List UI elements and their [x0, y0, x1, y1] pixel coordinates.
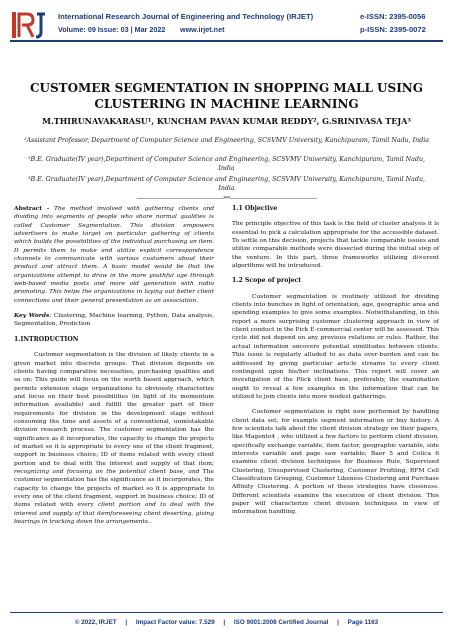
intro-italic-text: recognizing and focusing on the potential client base, and	[14, 468, 200, 475]
journal-name: International Research Journal of Engineering and Technology (IRJET)	[58, 12, 314, 21]
scope-heading: 1.2 Scope of project	[232, 277, 302, 285]
section-separator: ---------------------------------------------------------------------***---------------------------------------------------------------------	[136, 196, 317, 202]
intro-text: Customer segmentation is the division of likely clients in a given market into discrete groups. That division depends on clients having comparative necessities, purchasing qualities and so on; This guide will focus on the worth based approach, which permits extension stage organizations to obviously characterize and focus on their best possibilities (in light of its momentum information available) and fulfill the greater part of their requirements for division in the development stage without consuming the time and assets of a conventional, unmistakable division research process. The customer segmentation has the significance as it incorporates, the capacity to change the projects of market so it is appropriate to every one of the client fragment, support in business choice; ID of items related with every client portion and to deal with the interest and supply of that item;	[14, 352, 214, 467]
abstract-label: Abstract -	[14, 205, 50, 212]
objective-paragraph: The principle objective of this task is the field of cluster analysis it is essential to pick a calculation appropriate for the accessible dataset. To settle on this decision, projects that tackle comparable issues and utilize comparable methods were dissected during the initial step of the venture. In this part, three frameworks utilizing di×erent algorithms will be introduced.	[232, 221, 439, 270]
introduction-heading: 1.INTRODUCTION	[14, 335, 79, 343]
right-column	[232, 205, 439, 517]
abstract-paragraph	[14, 205, 214, 305]
paper-title: CUSTOMER SEGMENTATION IN SHOPPING MALL USING CLUSTERING IN MACHINE LEARNING	[29, 81, 424, 111]
page-footer: © 2022, IRJET | Impact Factor value: 7.529 | ISO 9001:2008 Certified Journal | Page 1163	[74, 619, 379, 626]
scope-paragraph-1: Customer segmentation is routinely utilized for dividing clients into bunches in light of orientation, age, geographic area and spending examples to give some examples. Notwithstanding, in this report a more surprising customer clustering approach in view of client conduct in the Pick E-commercial center will be assessed. This cycle did not depend on any previous relations or rules. Rather, the actual information uncovers potential similitudes between clients. This issue is regularly alluded to as data over-burden and can be addressed by giving particular article streams to every client contingent upon his/her inclinations. This report will cover an investigation of the Plick client base, preferably, the examination ought to reveal a few examples in the information that can be utilized to join clients into more modest gatherings.	[232, 293, 439, 400]
keywords-label: Key Words	[14, 312, 50, 320]
introduction-paragraph	[14, 351, 214, 526]
footer-divider	[10, 612, 443, 613]
volume-issue: Volume: 09 Issue: 03 | Mar 2022	[58, 25, 166, 34]
p-issn: p-ISSN: 2395-0072	[360, 25, 426, 34]
affiliation-1: ¹Assistant Professor, Department of Computer Science and Engineering, SCSVMV University, Kanchipuram, Tamil Nadu, India	[23, 137, 430, 144]
affiliation-2: ²B.E. Graduate(IV year),Department of Computer Science and Engineering, SCSVMV University, Kanchipuram, Tamil Nadu, India	[27, 156, 426, 172]
header-divider	[10, 40, 443, 42]
intro-text-2: The customer segmentation has the significance as it incorporates, the capacity to change the projects of market so it is appropriate to every one of the client fragment, support in business choice; ID of items related with every	[14, 468, 214, 509]
intro-italic-text-2: client portion and to deal with the interest and supply of that itemforeseeing client deserting, giving bearings in tracking down the arrangements..	[14, 502, 214, 526]
journal-website-link[interactable]: www.irjet.net	[180, 25, 225, 34]
affiliation-3: ³B.E. Graduate(IV year),Department of Computer Science and Engineering, SCSVMV University, Kanchipuram, Tamil Nadu, India	[27, 176, 426, 192]
irjet-logo	[10, 10, 48, 40]
e-issn: e-ISSN: 2395-0056	[360, 12, 426, 21]
objective-heading: 1.1 Objective	[232, 205, 278, 212]
keywords-paragraph	[14, 312, 214, 329]
keywords-text: : Clustering, Machine learning, Python, Data analysis, Segmentation, Prediction	[14, 313, 214, 328]
abstract-text: The method involved with gathering clients and dividing into segments of people who share normal qualities is called Customer Segmentation. This division empowers advertisers to make target on particular gathering of clients which builds the possibilities of the individual purchasing an item. It permits them to make and utilize explicit correspondence channels to communicate with various customers about their product and attract them. A basic model would be that the organizations attempt to draw in the more youthful age through web-based media posts and more old generation with radio promoting. This helps the organizations in laying out better client connections and their general presentation as an association.	[14, 206, 215, 304]
author-list: M.THIRUNAVAKARASU¹, KUNCHAM PAVAN KUMAR REDDY², G.SRINIVASA TEJA³	[42, 116, 411, 126]
scope-paragraph-2: Customer segmentation is right now performed by handling client data set, for example segment information or buy history. A few scientists talk about the client division strategy on their papers, like Magento4 , who utilized a few factors to perform client division, specifically exchange variable, item factor, geographic variable, side interests variable and page saw variable; Baer 5 and Colica 6 examine client division techniques for Business Rule, Supervised Clustering, Unsupervised Clustering, Customer Profiling, RFM Cell Classification Grouping, Customer Likeness Clustering and Purchase Affinity Clustering. A portion of these strategies have closeness. Different scientists examine the execution of client division. This paper will characterize client division techniques in view of information handling.	[232, 409, 439, 516]
left-column	[14, 205, 214, 526]
